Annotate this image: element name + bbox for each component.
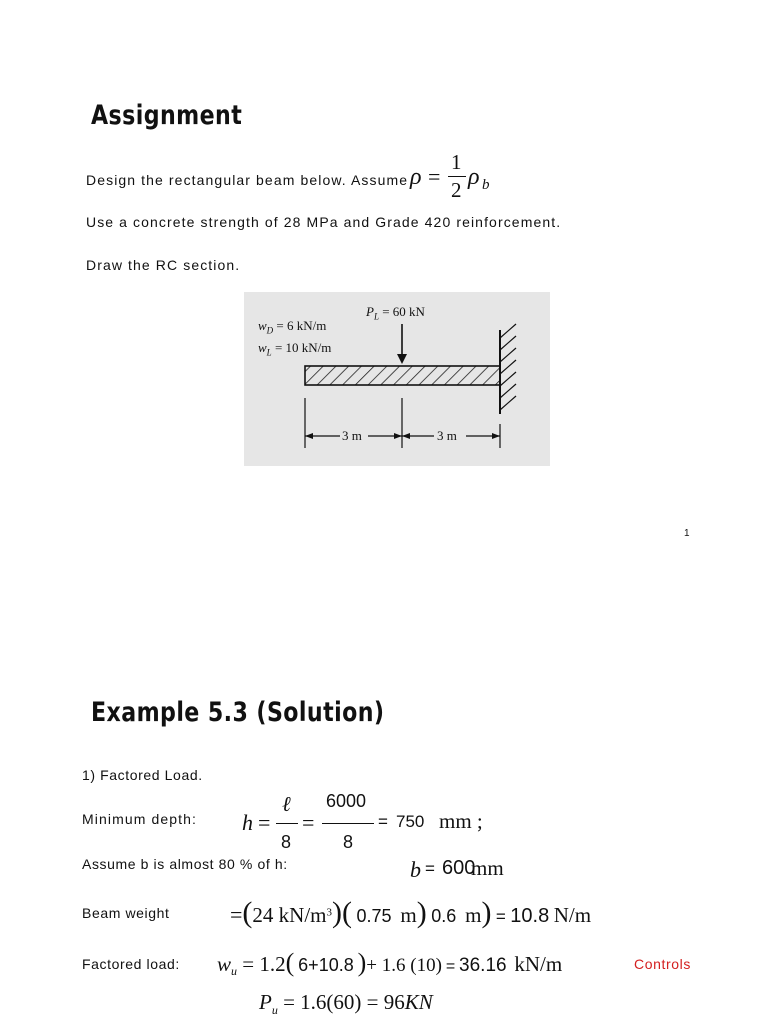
live-load-label: $w_L = 10$ kN/m [258, 340, 332, 358]
controls-label: Controls [634, 956, 691, 972]
beam-weight-equation: =(24 $kN/m^3$)( 0.75 m) 0.6 m) = 10.8 N/m [230, 896, 592, 929]
fraction-bar-6000 [322, 823, 374, 824]
ell-symbol: ℓ [282, 792, 291, 816]
fraction-bar [448, 176, 466, 177]
rho-equals: = [428, 164, 441, 189]
assignment-line-1: Design the rectangular beam below. Assume [86, 172, 409, 188]
depth-denominator: 8 [343, 832, 354, 852]
page-number: 1 [684, 528, 690, 539]
equals-3: = [378, 812, 388, 831]
assignment-line-3: Draw the RC section. [86, 257, 241, 273]
assignment-line-2: Use a concrete strength of 28 MPa and Grade 420 reinforcement. [86, 214, 562, 230]
factored-load-label: Factored load: [82, 956, 180, 972]
rho-b-symbol: ρ [468, 164, 480, 190]
point-load-label: $P_L = 60$ kN [366, 304, 425, 322]
fraction-bar-ell [276, 823, 298, 824]
assume-b-label: Assume b is almost 80 % of h: [82, 856, 288, 872]
b-symbol: b [410, 857, 421, 882]
eight-denominator-1: 8 [281, 832, 292, 852]
dimension-1-label: 3 m [342, 428, 362, 443]
factored-load-equation: $w_u = 1.2$( 6+10.8 )+ 1.6 (10) = 36.16 kN/m [217, 948, 563, 979]
h-symbol: h [242, 810, 253, 835]
equals-2: = [302, 810, 315, 835]
fraction-denominator: 2 [451, 178, 462, 202]
fraction-numerator: 1 [451, 150, 462, 174]
step-1-label: 1) Factored Load. [82, 767, 203, 783]
dimension-2-label: 3 m [437, 428, 457, 443]
depth-unit: mm ; [439, 809, 483, 833]
rho-b-subscript: b [482, 177, 490, 193]
wall-hatch [500, 324, 516, 410]
min-depth-label: Minimum depth: [82, 811, 197, 827]
rho-symbol: ρ [410, 164, 422, 190]
b-unit: mm [471, 856, 504, 880]
h-equals: = [258, 810, 271, 835]
b-equals: = [425, 859, 435, 878]
beam-body [305, 366, 500, 385]
example-title: Example 5.3 (Solution) [91, 697, 385, 728]
depth-result: 750 [396, 812, 425, 831]
dead-load-label: $w_D = 6$ kN/m [258, 318, 327, 336]
b-value: 600 [442, 857, 476, 879]
pu-equation: $P_u = 1.6(60) = 96KN$ [259, 990, 433, 1018]
beam-weight-label: Beam weight [82, 905, 170, 921]
depth-numerator: 6000 [326, 791, 367, 811]
assignment-title: Assignment [91, 100, 243, 131]
